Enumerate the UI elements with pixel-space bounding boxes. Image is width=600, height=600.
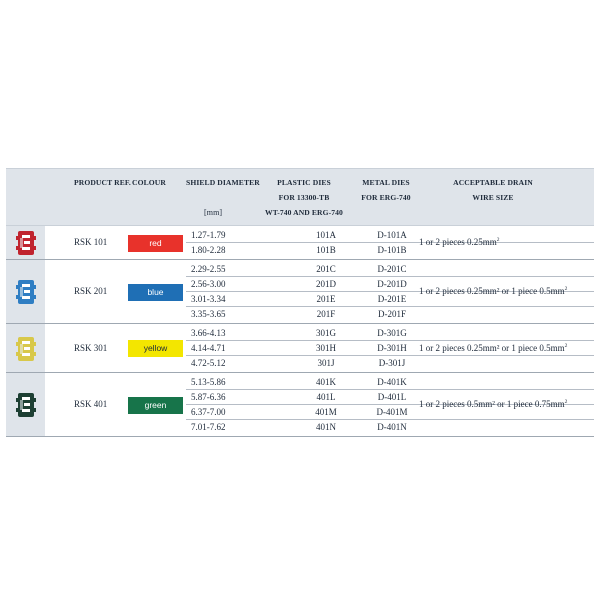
- shield-diameter: 6.37-7.00: [191, 407, 226, 417]
- shield-diameter: 4.72-5.12: [191, 358, 226, 368]
- table-row: [186, 356, 594, 371]
- metal-die: D-201D: [377, 279, 407, 289]
- plastic-die: 201D: [316, 279, 336, 289]
- metal-die: D-401L: [377, 392, 407, 402]
- plastic-die: 401L: [316, 392, 336, 402]
- shield-diameter: 2.56-3.00: [191, 279, 226, 289]
- metal-die: D-101A: [377, 230, 407, 240]
- product-ref: RSK 401: [74, 399, 108, 409]
- plastic-die: 201C: [316, 264, 336, 274]
- plastic-die: 301H: [316, 343, 336, 353]
- shield-diameter: 3.01-3.34: [191, 294, 226, 304]
- table-row: [186, 420, 594, 435]
- shield-diameter: 5.87-6.36: [191, 392, 226, 402]
- table-row: [186, 243, 594, 258]
- colour-swatch: green: [128, 397, 183, 414]
- product-ref: RSK 101: [74, 237, 108, 247]
- plastic-die: 101B: [316, 245, 336, 255]
- shield-diameter: 1.80-2.28: [191, 245, 226, 255]
- shield-diameter: 7.01-7.62: [191, 422, 226, 432]
- product-group: [6, 260, 594, 324]
- product-ref: RSK 201: [74, 286, 108, 296]
- colour-swatch: yellow: [128, 340, 183, 357]
- metal-die: D-201F: [377, 309, 406, 319]
- table-header: [6, 168, 594, 226]
- plastic-die: 401N: [316, 422, 336, 432]
- header-colour: COLOUR: [132, 178, 166, 187]
- header-metal-dies: METAL DIES FOR ERG-740: [361, 178, 411, 202]
- shield-diameter: 4.14-4.71: [191, 343, 226, 353]
- drain-wire-size: 1 or 2 pieces $0.25mm^2$: [419, 237, 500, 247]
- table-body: [6, 226, 594, 437]
- table-row: [186, 375, 594, 390]
- header-shield-unit: [mm]: [204, 208, 223, 217]
- shield-diameter: 2.29-2.55: [191, 264, 226, 274]
- metal-die: D-201C: [377, 264, 407, 274]
- product-table: [6, 168, 594, 437]
- header-shield-diameter: SHIELD DIAMETER: [186, 178, 260, 187]
- plastic-die: 301G: [316, 328, 336, 338]
- header-product-ref: PRODUCT REF.: [74, 178, 131, 187]
- shield-diameter: 5.13-5.86: [191, 377, 226, 387]
- drain-wire-size: 1 or 2 pieces 0.25mm² or 1 piece $0.5mm^2$: [419, 286, 568, 296]
- colour-swatch: red: [128, 235, 183, 252]
- shield-diameter: 3.35-3.65: [191, 309, 226, 319]
- colour-swatch: blue: [128, 284, 183, 301]
- table-row: [186, 307, 594, 322]
- crimp-contact-icon: [15, 279, 37, 305]
- plastic-die: 101A: [316, 230, 336, 240]
- product-ref: RSK 301: [74, 342, 108, 353]
- metal-die: D-401M: [376, 407, 408, 417]
- product-group: [6, 324, 594, 373]
- drain-wire-size: 1 or 2 pieces 0.5mm² or 1 piece $0.75mm^2$: [419, 399, 568, 409]
- metal-die: D-301H: [377, 343, 407, 353]
- shield-diameter: 3.66-4.13: [191, 328, 226, 338]
- table-row: [186, 326, 594, 341]
- plastic-die: 201E: [316, 294, 336, 304]
- product-group: [6, 373, 594, 437]
- table-row: [186, 262, 594, 277]
- crimp-contact-icon: [15, 230, 37, 256]
- plastic-die: 201F: [316, 309, 336, 319]
- metal-die: D-101B: [377, 245, 407, 255]
- product-group: [6, 226, 594, 260]
- crimp-contact-icon: [15, 392, 37, 418]
- plastic-die: 401K: [316, 377, 336, 387]
- metal-die: D-301G: [377, 328, 407, 338]
- plastic-die: 401M: [315, 407, 337, 417]
- shield-diameter: 1.27-1.79: [191, 230, 226, 240]
- plastic-die: 301J: [317, 358, 335, 368]
- table-row: [186, 228, 594, 243]
- metal-die: D-401K: [377, 377, 407, 387]
- metal-die: D-201E: [377, 294, 407, 304]
- metal-die: D-401N: [377, 422, 407, 432]
- drain-wire-size: 1 or 2 pieces 0.25mm² or 1 piece $0.5mm^2$: [419, 342, 568, 353]
- metal-die: D-301J: [378, 358, 406, 368]
- crimp-contact-icon: [15, 336, 37, 362]
- header-drain-wire: ACCEPTABLE DRAIN WIRE SIZE: [453, 178, 533, 202]
- header-plastic-dies: PLASTIC DIES FOR 13300-TB WT-740 AND ERG-740: [265, 178, 343, 217]
